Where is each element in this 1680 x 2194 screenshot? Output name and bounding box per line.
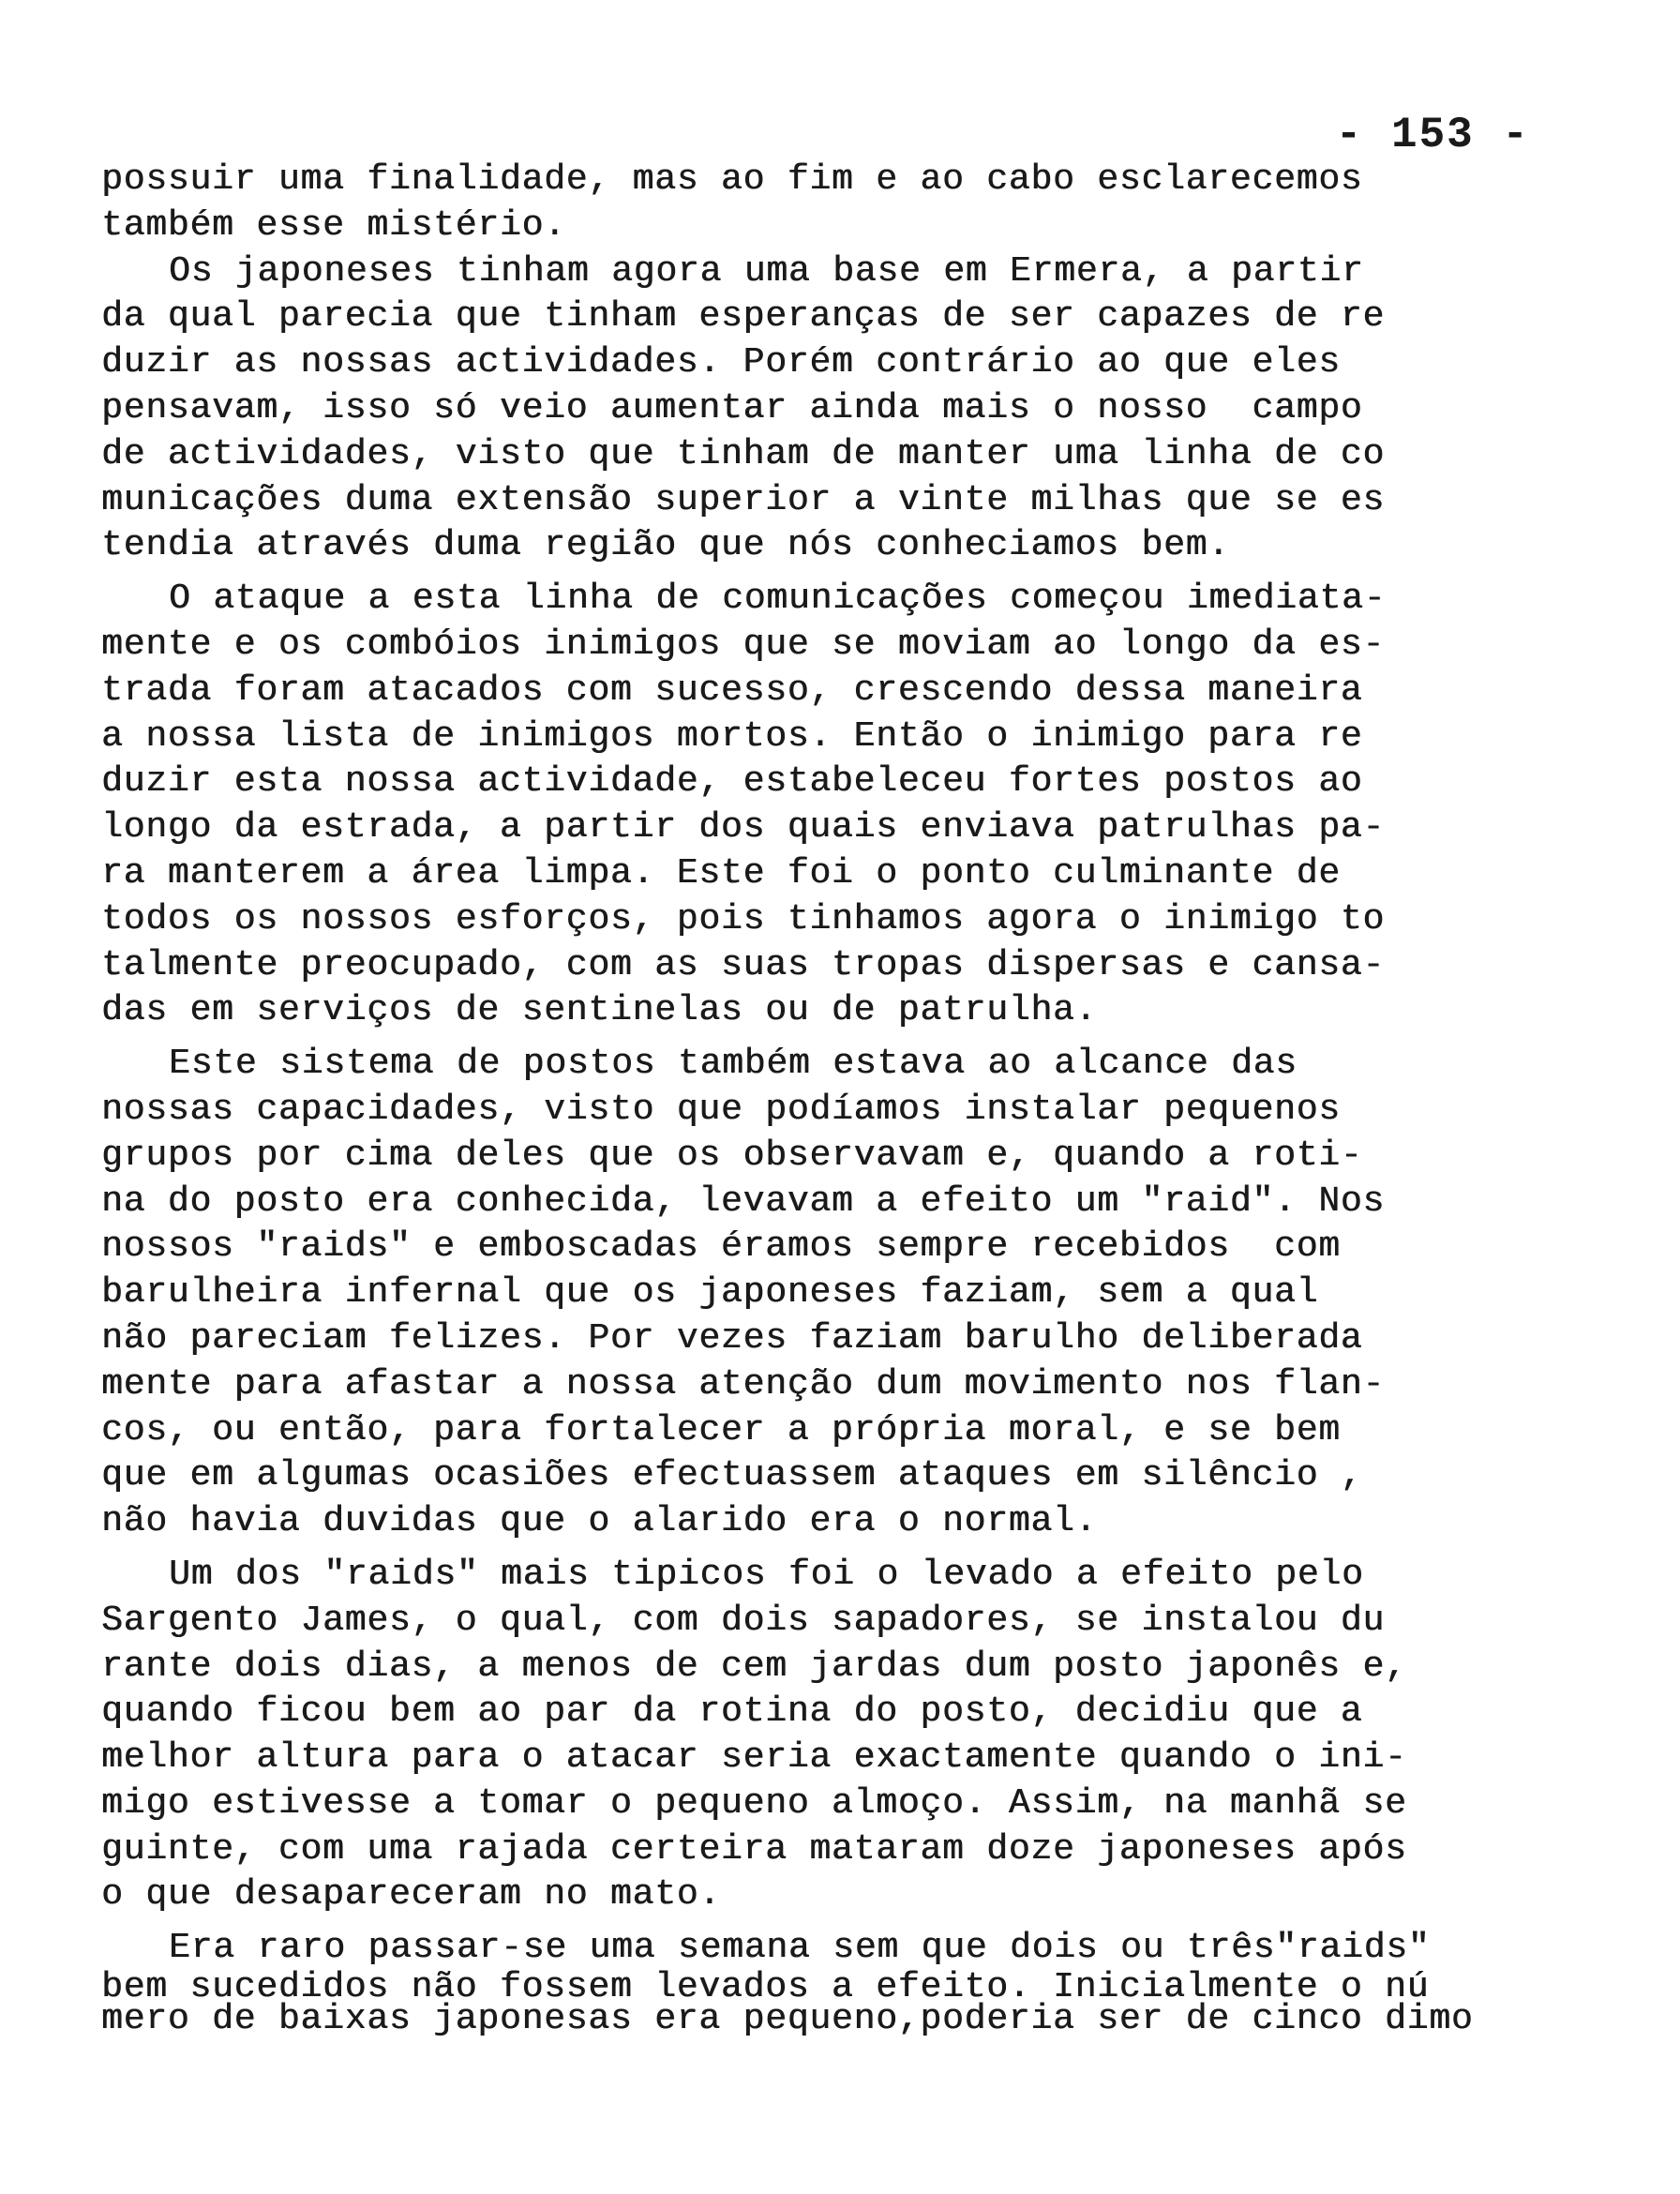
text-line: também esse mistério.: [101, 204, 566, 246]
text-line: de actividades, visto que tinham de manter uma linha de co: [101, 433, 1386, 474]
paragraph: [101, 1042, 1508, 1545]
text-line: mente para afastar a nossa atenção dum movimento nos flan-: [101, 1363, 1386, 1405]
text-line: a nossa lista de inimigos mortos. Então o inimigo para re: [101, 715, 1363, 757]
text-line: Este sistema de postos também estava ao alcance das: [169, 1044, 1298, 1085]
text-line: ra manterem a área limpa. Este foi o ponto culminante de: [101, 852, 1341, 894]
text-line: o que desapareceram no mato.: [101, 1874, 721, 1916]
text-line: mero de baixas japonesas era pequeno,poderia ser de cinco dimo: [101, 1999, 1474, 2040]
text-line: Um dos "raids" mais tipicos foi o levado a efeito pelo: [169, 1554, 1364, 1595]
text-line: melhor altura para o atacar seria exactamente quando o ini-: [101, 1737, 1407, 1779]
paragraph: [101, 1926, 1508, 2040]
text-line: Era raro passar-se uma semana sem que dois ou três"raids": [169, 1928, 1431, 1969]
paragraph: [101, 158, 1508, 249]
text-line: das em serviços de sentinelas ou de patrulha.: [101, 990, 1098, 1031]
text-line: Os japoneses tinham agora uma base em Ermera, a partir: [169, 250, 1364, 292]
paragraph: [101, 577, 1508, 1034]
page-number: - 153 -: [1335, 111, 1530, 159]
text-line: duzir esta nossa actividade, estabeleceu fortes postos ao: [101, 761, 1363, 803]
text-line: cos, ou então, para fortalecer a própria moral, e se bem: [101, 1409, 1341, 1450]
text-line: duzir as nossas actividades. Porém contrário ao que eles: [101, 342, 1341, 383]
text-line: rante dois dias, a menos de cem jardas dum posto japonês e,: [101, 1646, 1407, 1687]
text-line: da qual parecia que tinham esperanças de ser capazes de re: [101, 296, 1386, 338]
text-line: migo estivesse a tomar o pequeno almoço. Assim, na manhã se: [101, 1782, 1407, 1824]
text-line: não havia duvidas que o alarido era o normal.: [101, 1501, 1098, 1542]
text-line: que em algumas ocasiões efectuassem ataques em silêncio ,: [101, 1455, 1363, 1496]
text-line: guinte, com uma rajada certeira mataram doze japoneses após: [101, 1828, 1407, 1870]
text-line: na do posto era conhecida, levavam a efeito um "raid". Nos: [101, 1180, 1386, 1222]
text-line: tendia através duma região que nós conheciamos bem.: [101, 525, 1230, 566]
text-line: longo da estrada, a partir dos quais enviava patrulhas pa-: [101, 807, 1386, 849]
paragraph: [101, 1553, 1508, 1918]
text-line: barulheira infernal que os japoneses faziam, sem a qual: [101, 1272, 1319, 1314]
text-line: todos os nossos esforços, pois tinhamos agora o inimigo to: [101, 898, 1386, 939]
text-line: mente e os combóios inimigos que se moviam ao longo da es-: [101, 624, 1386, 665]
text-line: O ataque a esta linha de comunicações começou imediata-: [169, 579, 1387, 620]
text-line: Sargento James, o qual, com dois sapadores, se instalou du: [101, 1600, 1386, 1641]
text-line: talmente preocupado, com as suas tropas dispersas e cansa-: [101, 944, 1386, 985]
paragraph: [101, 249, 1508, 570]
text-line: não pareciam felizes. Por vezes faziam barulho deliberada: [101, 1317, 1363, 1359]
text-line: possuir uma finalidade, mas ao fim e ao cabo esclarecemos: [101, 159, 1363, 200]
text-line: nossos "raids" e emboscadas éramos sempre recebidos com: [101, 1226, 1341, 1268]
text-line: grupos por cima deles que os observavam e, quando a roti-: [101, 1135, 1363, 1176]
text-line: trada foram atacados com sucesso, crescendo dessa maneira: [101, 669, 1363, 711]
text-line: municações duma extensão superior a vinte milhas que se es: [101, 479, 1386, 520]
text-line: bem sucedidos não fossem levados a efeito. Inicialmente o nú: [101, 1967, 1430, 2008]
body-text: [101, 158, 1508, 2040]
text-line: quando ficou bem ao par da rotina do posto, decidiu que a: [101, 1691, 1363, 1733]
text-line: nossas capacidades, visto que podíamos instalar pequenos: [101, 1089, 1341, 1130]
text-line: pensavam, isso só veio aumentar ainda mais o nosso campo: [101, 387, 1363, 428]
